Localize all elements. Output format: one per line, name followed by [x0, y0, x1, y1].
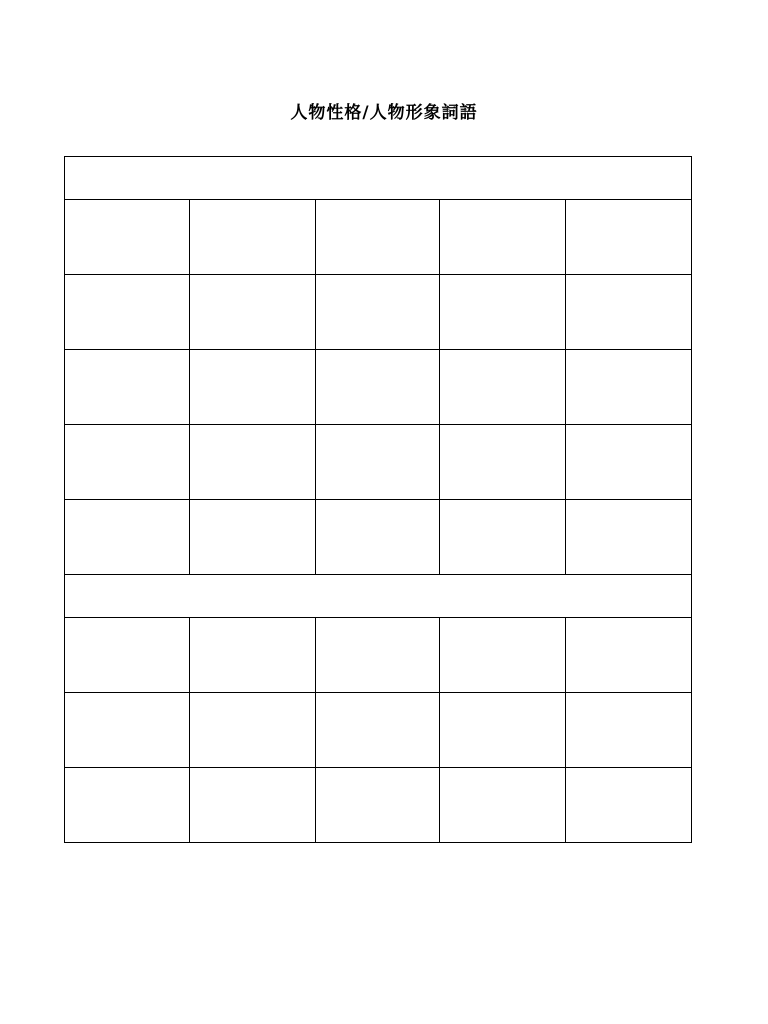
- trait-cell: [190, 500, 316, 575]
- trait-cell: [316, 350, 440, 425]
- table-row: [65, 350, 692, 425]
- trait-cell: [65, 693, 190, 768]
- trait-cell: [65, 425, 190, 500]
- trait-cell: [566, 275, 692, 350]
- positive-section-heading: [65, 157, 692, 200]
- traits-table: [64, 156, 692, 843]
- trait-cell: [440, 618, 566, 693]
- trait-cell: [440, 768, 566, 843]
- table-row: [65, 693, 692, 768]
- trait-cell: [190, 200, 316, 275]
- trait-cell: [440, 350, 566, 425]
- trait-cell: [440, 425, 566, 500]
- trait-cell: [65, 350, 190, 425]
- trait-cell: [440, 275, 566, 350]
- trait-cell: [190, 768, 316, 843]
- trait-cell: [566, 618, 692, 693]
- trait-cell: [65, 768, 190, 843]
- trait-cell: [190, 425, 316, 500]
- table-row: [65, 275, 692, 350]
- trait-cell: [65, 618, 190, 693]
- trait-cell: [190, 693, 316, 768]
- trait-cell: [566, 200, 692, 275]
- trait-cell: [190, 350, 316, 425]
- trait-cell: [316, 200, 440, 275]
- trait-cell: [316, 768, 440, 843]
- trait-cell: [316, 500, 440, 575]
- trait-cell: [440, 500, 566, 575]
- trait-cell: [65, 500, 190, 575]
- trait-cell: [316, 425, 440, 500]
- table-row: [65, 768, 692, 843]
- table-row: [65, 500, 692, 575]
- positive-section-header-row: [65, 157, 692, 200]
- trait-cell: [440, 693, 566, 768]
- trait-cell: [190, 618, 316, 693]
- trait-cell: [566, 693, 692, 768]
- negative-section-header-row: [65, 575, 692, 618]
- trait-cell: [566, 768, 692, 843]
- trait-cell: [316, 693, 440, 768]
- trait-cell: [566, 425, 692, 500]
- trait-cell: [65, 275, 190, 350]
- trait-cell: [316, 618, 440, 693]
- trait-cell: [316, 275, 440, 350]
- negative-section-heading: [65, 575, 692, 618]
- trait-cell: [190, 275, 316, 350]
- trait-cell: [65, 200, 190, 275]
- trait-cell: [566, 500, 692, 575]
- trait-cell: [566, 350, 692, 425]
- table-row: [65, 200, 692, 275]
- trait-cell: [440, 200, 566, 275]
- table-row: [65, 618, 692, 693]
- page-title: 人物性格/人物形象詞語: [290, 103, 478, 123]
- table-row: [65, 425, 692, 500]
